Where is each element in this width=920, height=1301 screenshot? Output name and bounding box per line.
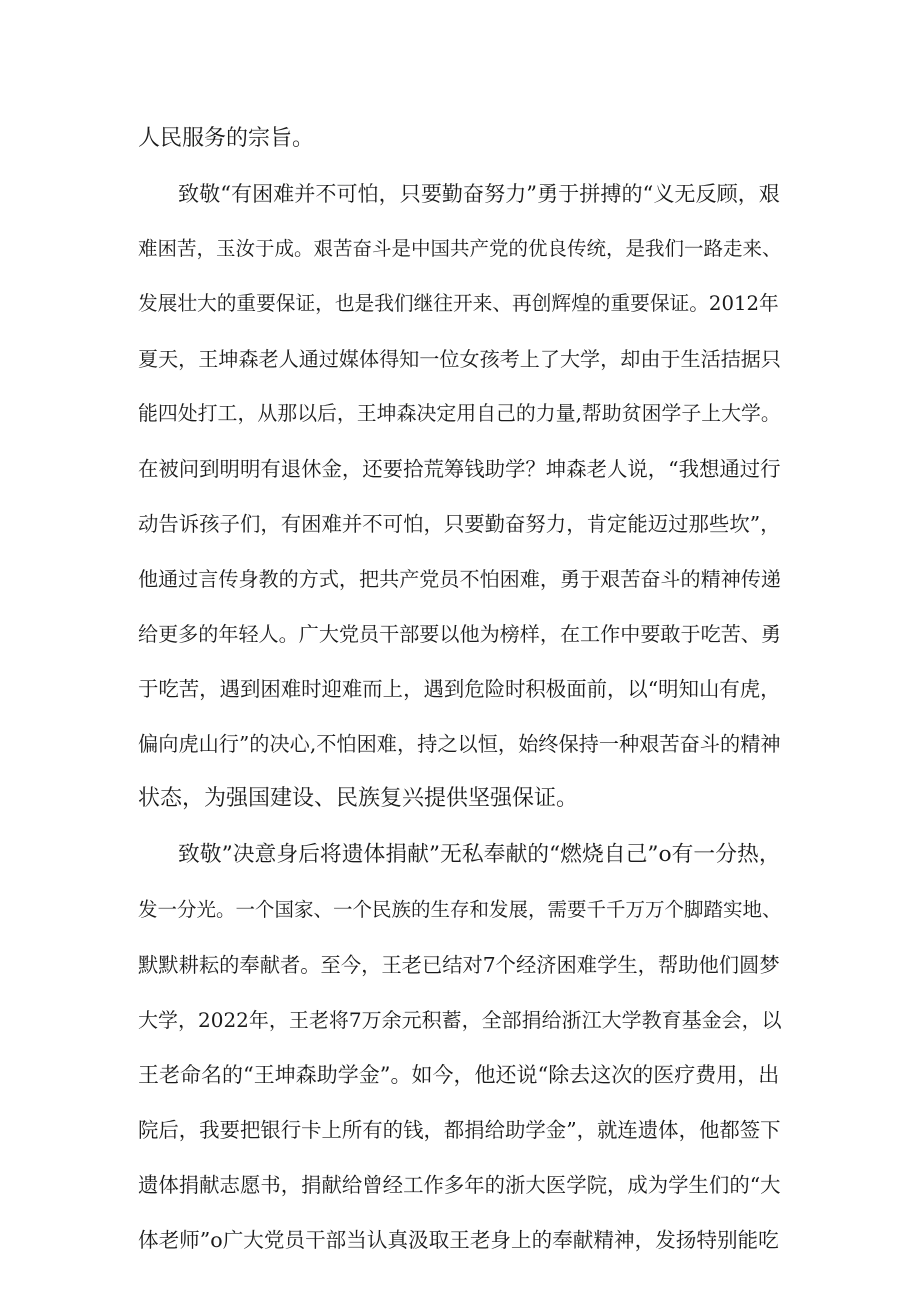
text-line: 在被问到明明有退休金，还要拾荒筹钱助学？坤森老人说，“我想通过行 [138,457,781,481]
text-line: 能四处打工，从那以后，王坤森决定用自己的力量,帮助贫困学子上大学。 [138,402,781,425]
text-line: 人民服务的宗旨。 [138,126,315,151]
text-line: 院后，我要把银行卡上所有的钱，都捐给助学金”，就连遗体，他都签下 [138,1118,781,1142]
text-line: 发展壮大的重要保证，也是我们继往开来、再创辉煌的重要保证。2012年 [138,292,779,315]
text-line: 给更多的年轻人。广大党员干部要以他为榜样，在工作中要敢于吃苦、勇 [138,622,781,646]
text-line: 遗体捐献志愿书，捐献给曾经工作多年的浙大医学院，成为学生们的“大 [138,1173,781,1197]
text-line: 于吃苦，遇到困难时迎难而上，遇到危险时积极面前，以“明知山有虎， [138,677,781,701]
text-line: 偏向虎山行”的决心,不怕困难，持之以恒，始终保持一种艰苦奋斗的精神 [138,732,781,756]
text-line: 发一分光。一个国家、一个民族的生存和发展，需要千千万万个脚踏实地、 [138,898,782,921]
text-line: 难困苦，玉汝于成。艰苦奋斗是中国共产党的优良传统，是我们一路走来、 [138,237,782,260]
text-line: 夏天，王坤森老人通过媒体得知一位女孩考上了大学，却由于生活拮据只 [138,347,781,371]
text-line: 动告诉孩子们，有困难并不可怕，只要勤奋努力，肯定能迈过那些坎”， [138,512,781,536]
text-line: 大学，2022年，王老将7万余元积蓄，全部捐给浙江大学教育基金会，以 [138,1008,782,1032]
text-line: 王老命名的“王坤森助学金”。如今，他还说“除去这次的医疗费用，出 [138,1063,780,1087]
text-line: 体老师”o广大党员干部当认真汲取王老身上的奉献精神，发扬特别能吃 [138,1228,779,1252]
text-line: 致敬“有困难并不可怕，只要勤奋努力”勇于拼搏的“义无反顾，艰 [178,181,780,206]
text-line: 他通过言传身教的方式，把共产党员不怕困难，勇于艰苦奋斗的精神传递 [138,567,781,591]
text-line: 致敬”决意身后将遗体捐献”无私奉献的“燃烧自己”o有一分热， [178,842,781,867]
text-line: 状态，为强国建设、民族复兴提供坚强保证。 [138,786,579,811]
text-line: 默默耕耘的奉献者。至今，王老已结对7个经济困难学生，帮助他们圆梦 [138,953,780,977]
